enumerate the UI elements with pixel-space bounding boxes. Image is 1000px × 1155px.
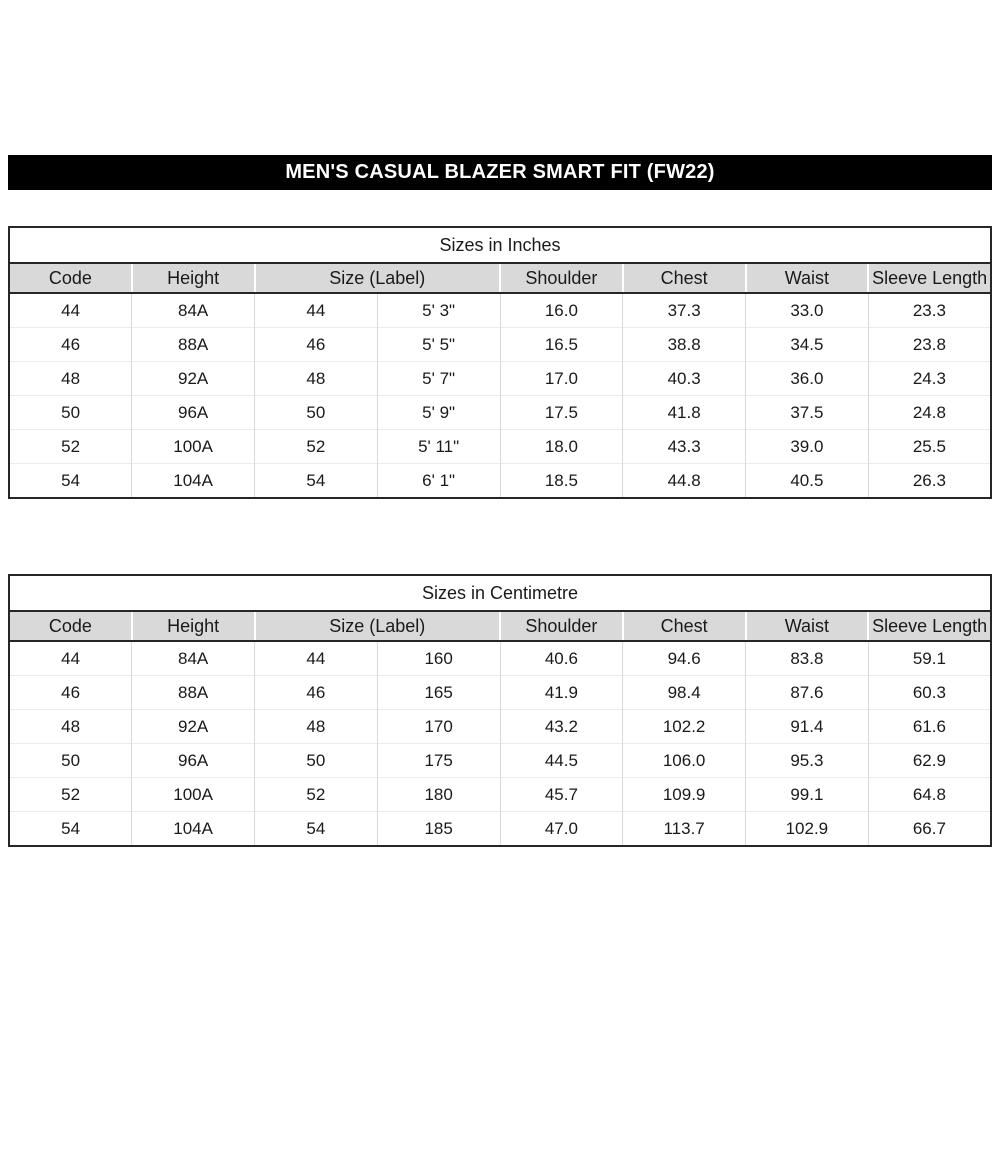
table-cell: 44: [255, 293, 378, 328]
column-header: Waist: [746, 611, 869, 641]
column-header: Code: [9, 611, 132, 641]
table-cell: 46: [9, 328, 132, 362]
table-cell: 24.8: [868, 396, 991, 430]
table-cell: 185: [377, 812, 500, 847]
table-cell: 24.3: [868, 362, 991, 396]
table-cell: 96A: [132, 744, 255, 778]
table-cell: 83.8: [746, 641, 869, 676]
table-cell: 16.5: [500, 328, 623, 362]
size-chart-title: MEN'S CASUAL BLAZER SMART FIT (FW22): [8, 155, 992, 190]
table-caption-row: [9, 575, 991, 611]
column-header: Chest: [623, 263, 746, 293]
table-cell: 34.5: [746, 328, 869, 362]
table-cell: 50: [255, 396, 378, 430]
table-cell: 44: [255, 641, 378, 676]
table-cell: 18.0: [500, 430, 623, 464]
table-cell: 46: [9, 676, 132, 710]
table-cell: 17.0: [500, 362, 623, 396]
table-cell: 5' 11": [377, 430, 500, 464]
table-cell: 54: [9, 464, 132, 499]
table-row: [9, 362, 991, 396]
table-cell: 170: [377, 710, 500, 744]
table-cell: 102.2: [623, 710, 746, 744]
table-cell: 40.6: [500, 641, 623, 676]
table-row: [9, 396, 991, 430]
column-header: Height: [132, 611, 255, 641]
table-row: [9, 710, 991, 744]
table-cell: 48: [255, 362, 378, 396]
table-row: [9, 430, 991, 464]
sizes-in-centimetre-table: [8, 574, 992, 847]
column-header: Shoulder: [500, 263, 623, 293]
table-cell: 36.0: [746, 362, 869, 396]
table-cell: 52: [255, 430, 378, 464]
table-cell: 40.5: [746, 464, 869, 499]
table-cell: 16.0: [500, 293, 623, 328]
table-cell: 23.3: [868, 293, 991, 328]
column-header: Waist: [746, 263, 869, 293]
table-row: [9, 744, 991, 778]
table-cell: 38.8: [623, 328, 746, 362]
table-cell: 100A: [132, 778, 255, 812]
table-cell: 43.3: [623, 430, 746, 464]
table-cell: 60.3: [868, 676, 991, 710]
table-cell: 48: [9, 710, 132, 744]
table-cell: 48: [255, 710, 378, 744]
table-cell: 26.3: [868, 464, 991, 499]
column-header: Chest: [623, 611, 746, 641]
table-cell: 160: [377, 641, 500, 676]
column-header: Shoulder: [500, 611, 623, 641]
table-cell: 50: [9, 396, 132, 430]
table-cell: 41.8: [623, 396, 746, 430]
table-cell: 6' 1": [377, 464, 500, 499]
table-cell: 45.7: [500, 778, 623, 812]
table-cell: 48: [9, 362, 132, 396]
table-cell: 165: [377, 676, 500, 710]
table-row: [9, 328, 991, 362]
table-cell: 96A: [132, 396, 255, 430]
table-cell: 44.5: [500, 744, 623, 778]
table-cell: 180: [377, 778, 500, 812]
table-cell: 40.3: [623, 362, 746, 396]
column-header: Size (Label): [255, 611, 501, 641]
table-row: [9, 676, 991, 710]
table-cell: 5' 7": [377, 362, 500, 396]
table-cell: 91.4: [746, 710, 869, 744]
table-cell: 106.0: [623, 744, 746, 778]
table-cell: 175: [377, 744, 500, 778]
table-cell: 25.5: [868, 430, 991, 464]
table-cell: 50: [255, 744, 378, 778]
table-cell: 44.8: [623, 464, 746, 499]
table-cell: 23.8: [868, 328, 991, 362]
table-cell: 88A: [132, 676, 255, 710]
column-header: Sleeve Length: [868, 263, 991, 293]
table-cell: 66.7: [868, 812, 991, 847]
table-cell: 100A: [132, 430, 255, 464]
table-cell: 33.0: [746, 293, 869, 328]
column-header: Height: [132, 263, 255, 293]
table-cell: 61.6: [868, 710, 991, 744]
table-cell: 113.7: [623, 812, 746, 847]
table-row: [9, 812, 991, 847]
table-cell: 44: [61, 300, 81, 320]
table-cell: 64.8: [868, 778, 991, 812]
table-cell: 99.1: [746, 778, 869, 812]
table-cell: 104A: [132, 464, 255, 499]
table-caption: Sizes in Inches: [9, 227, 991, 263]
table-cell: 62.9: [868, 744, 991, 778]
table-cell: 39.0: [746, 430, 869, 464]
table-cell: 17.5: [500, 396, 623, 430]
table-cell: 46: [255, 676, 378, 710]
table-cell: 41.9: [500, 676, 623, 710]
table-cell: 52: [9, 430, 132, 464]
table-cell: 84A: [132, 293, 255, 328]
table-cell: 87.6: [746, 676, 869, 710]
table-cell: 109.9: [623, 778, 746, 812]
table-cell: 5' 3": [377, 293, 500, 328]
table-cell: 44: [61, 648, 81, 668]
table-cell: 92A: [132, 710, 255, 744]
table-cell: 54: [9, 812, 132, 847]
table-cell: 47.0: [500, 812, 623, 847]
column-header: Sleeve Length: [868, 611, 991, 641]
table-cell: 84A: [132, 641, 255, 676]
table-caption: Sizes in Centimetre: [9, 575, 991, 611]
table-cell: 5' 5": [377, 328, 500, 362]
table-cell: 52: [255, 778, 378, 812]
table-row: [9, 778, 991, 812]
table-cell: 52: [9, 778, 132, 812]
table-cell: 37.5: [746, 396, 869, 430]
table-cell: 98.4: [623, 676, 746, 710]
column-header: Size (Label): [255, 263, 501, 293]
table-row: [9, 641, 991, 676]
table-cell: 92A: [132, 362, 255, 396]
table-cell: 95.3: [746, 744, 869, 778]
table-cell: 54: [255, 812, 378, 847]
table-header-row: [9, 611, 991, 641]
sizes-in-inches-table: [8, 226, 992, 499]
table-caption-row: [9, 227, 991, 263]
table-cell: 88A: [132, 328, 255, 362]
table-cell: 104A: [132, 812, 255, 847]
table-cell: 37.3: [623, 293, 746, 328]
table-cell: 50: [9, 744, 132, 778]
table-cell: 43.2: [500, 710, 623, 744]
table-cell: 102.9: [746, 812, 869, 847]
table-cell: 94.6: [623, 641, 746, 676]
table-cell: 5' 9": [377, 396, 500, 430]
table-cell: 59.1: [868, 641, 991, 676]
table-cell: 18.5: [500, 464, 623, 499]
column-header: Code: [9, 263, 132, 293]
table-header-row: [9, 263, 991, 293]
table-cell: 46: [255, 328, 378, 362]
table-row: [9, 464, 991, 499]
table-row: [9, 293, 991, 328]
table-cell: 54: [255, 464, 378, 499]
